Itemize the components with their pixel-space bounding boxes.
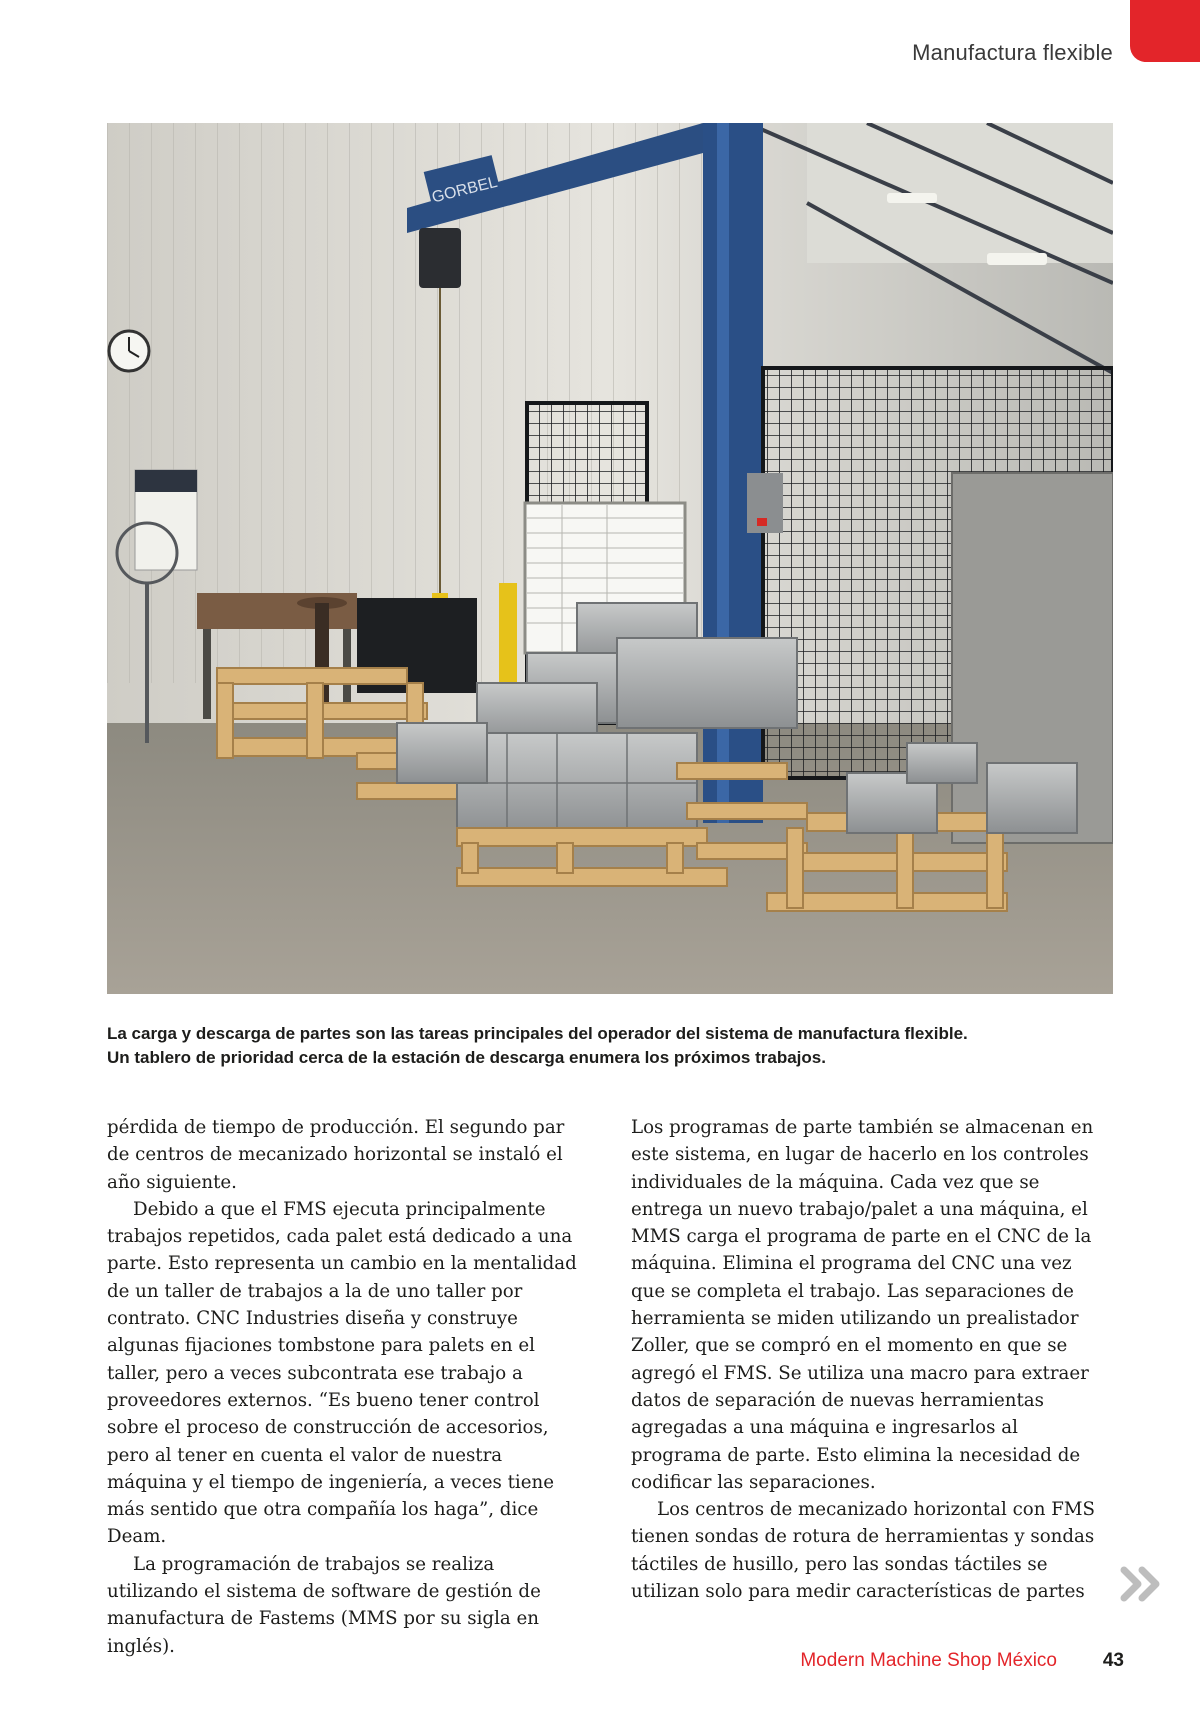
paragraph: Debido a que el FMS ejecuta principalmente trabajos repetidos, cada palet está dedicado a una parte. Esto representa un cambio en la mentalidad de un taller de trabajos a la de uno taller por contrato. CNC Industries diseña y construye algunas fijaciones tombstone para palets en el taller, pero a veces subcontrata ese trabajo a proveedores externos. “Es bueno tener control sobre el proceso de construcción de accesorios, pero al tener en cuenta el valor de nuestra máquina y el tiempo de ingeniería, a veces tiene más sentido que otra compañía los haga”, dice Deam. <box>107 1198 577 1548</box>
paragraph: Los programas de parte también se almacenan en este sistema, en lugar de hacerlo en los controles individuales de la máquina. Cada vez que se entrega un nuevo trabajo/palet a una máquina, el MMS carga el programa de parte en el CNC de la máquina. Elimina el programa del CNC una vez que se completa el trabajo. Las separaciones de herramienta se miden utilizando un prealistador Zoller, que se compró en el momento en que se agregó el FMS. Se utiliza una macro para extraer datos de separación de nuevas herramientas agregadas a una máquina e ingresarlos al programa de parte. Esto elimina la necesidad de codificar las separaciones. <box>631 1117 1094 1493</box>
paragraph: pérdida de tiempo de producción. El segundo par de centros de mecanizado horizontal se instaló el año siguiente. <box>107 1117 565 1193</box>
double-chevron-right-icon[interactable] <box>1120 1566 1164 1602</box>
paragraph: Los centros de mecanizado horizontal con FMS tienen sondas de rotura de herramientas y sondas táctiles de husillo, pero las sondas táctiles se utilizan solo para medir características de partes <box>631 1499 1095 1603</box>
article-column-right <box>631 1114 1111 1605</box>
article-photo <box>107 123 1113 994</box>
photo-illustration <box>107 123 1113 994</box>
crane-brand-label: GORBEL <box>430 173 500 207</box>
section-tab <box>1130 0 1200 62</box>
paragraph: La programación de trabajos se realiza utilizando el sistema de software de gestión de manufactura de Fastems (MMS por su sigla en inglés). <box>107 1553 541 1657</box>
article-column-left <box>107 1114 587 1660</box>
photo-caption: La carga y descarga de partes son las tareas principales del operador del sistema de manufactura flexible. Un tablero de prioridad cerca de la estación de descarga enumera los próximos trabajos. <box>107 1024 968 1067</box>
footer-publication: Modern Machine Shop México <box>800 1650 1057 1671</box>
section-header: Manufactura flexible <box>912 40 1113 65</box>
page-number: 43 <box>1102 1650 1124 1671</box>
